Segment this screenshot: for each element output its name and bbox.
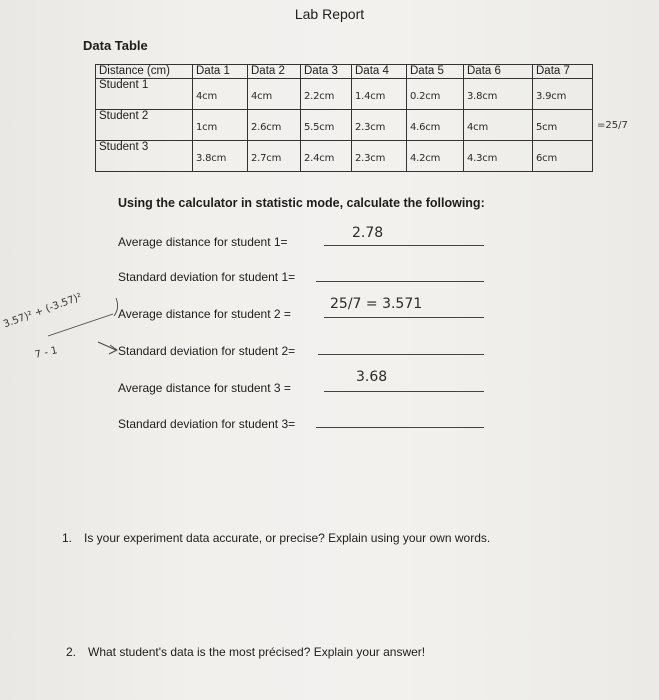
table-cell	[352, 79, 407, 110]
table-cell	[464, 79, 533, 110]
table-header-cell: Data 6	[464, 65, 533, 79]
handwritten-value: 1.4cm	[355, 91, 386, 102]
table-cell	[301, 79, 352, 110]
table-header-cell: Data 3	[301, 65, 352, 79]
question-label: Average distance for student 2 =	[118, 307, 291, 321]
section-label: Data Table	[83, 38, 148, 53]
table-cell	[352, 141, 407, 172]
table-header-cell: Distance (cm)	[96, 65, 193, 79]
answer-line	[316, 427, 484, 428]
table-cell	[248, 79, 301, 110]
handwritten-value: 5.5cm	[304, 122, 335, 133]
answer-line	[324, 245, 484, 246]
table-cell	[464, 110, 533, 141]
table-row	[96, 79, 593, 110]
table-cell	[464, 141, 533, 172]
table-header-cell: Data 4	[352, 65, 407, 79]
table-cell	[407, 141, 464, 172]
table-cell	[533, 110, 593, 141]
question-label: Standard deviation for student 3=	[118, 417, 296, 431]
table-cell	[193, 79, 248, 110]
handwritten-answer: 25/7 = 3.571	[330, 296, 423, 312]
row-label: Student 3	[96, 141, 193, 172]
essay-question-number: 2.	[66, 645, 77, 659]
handwritten-value: 2.3cm	[355, 122, 386, 133]
handwritten-value: 2.4cm	[304, 153, 335, 164]
table-cell	[248, 141, 301, 172]
handwritten-value: 4cm	[467, 122, 489, 133]
handwritten-value: 4.2cm	[410, 153, 441, 164]
answer-line	[318, 354, 484, 355]
table-cell	[407, 110, 464, 141]
margin-arrow-scribble	[28, 290, 123, 360]
table-cell	[533, 79, 593, 110]
answer-line	[324, 391, 484, 392]
table-row	[96, 110, 593, 141]
handwritten-value: 4.6cm	[410, 122, 441, 133]
handwritten-answer: 2.78	[352, 225, 384, 241]
table-cell	[301, 141, 352, 172]
handwritten-value: 4cm	[196, 91, 218, 102]
handwritten-answer: 3.68	[356, 369, 388, 385]
handwritten-value: 3.8cm	[196, 153, 227, 164]
table-header-cell: Data 7	[533, 65, 593, 79]
data-table	[95, 64, 593, 172]
table-cell	[248, 110, 301, 141]
handwritten-value: 5cm	[536, 122, 558, 133]
handwritten-value: 3.9cm	[536, 91, 567, 102]
handwritten-value: 6cm	[536, 153, 558, 164]
question-label: Standard deviation for student 1=	[118, 270, 296, 284]
handwritten-value: 4.3cm	[467, 153, 498, 164]
question-label: Average distance for student 3 =	[118, 381, 291, 395]
table-header-cell: Data 5	[407, 65, 464, 79]
table-cell	[533, 141, 593, 172]
answer-line	[324, 317, 484, 318]
table-header-cell: Data 1	[193, 65, 248, 79]
instructions-text: Using the calculator in statistic mode, calculate the following:	[118, 196, 485, 210]
table-header-cell: Data 2	[248, 65, 301, 79]
answer-line	[316, 281, 484, 282]
table-header-row	[96, 65, 593, 79]
handwritten-value: 4cm	[251, 91, 273, 102]
table-cell	[193, 110, 248, 141]
handwritten-value: 2.3cm	[355, 153, 386, 164]
handwritten-value: 1cm	[196, 122, 218, 133]
essay-question-text: Is your experiment data accurate, or precise? Explain using your own words.	[84, 531, 491, 545]
row-label: Student 1	[96, 79, 193, 110]
question-label: Average distance for student 1=	[118, 235, 288, 249]
table-row	[96, 141, 593, 172]
margin-formula-denominator: 7 - 1	[34, 345, 59, 361]
essay-question-number: 1.	[62, 531, 73, 545]
row-label: Student 2	[96, 110, 193, 141]
table-cell	[301, 110, 352, 141]
table-cell	[193, 141, 248, 172]
essay-question-text: What student's data is the most précised? Explain your answer!	[88, 645, 426, 659]
question-label: Standard deviation for student 2=	[118, 344, 296, 358]
handwritten-value: 2.2cm	[304, 91, 335, 102]
handwritten-value: 0.2cm	[410, 91, 441, 102]
margin-formula: 3.57)² + (-3.57)²	[2, 291, 84, 331]
handwritten-value: 3.8cm	[467, 91, 498, 102]
table-cell	[352, 110, 407, 141]
page-title: Lab Report	[294, 6, 365, 22]
handwritten-value: 2.7cm	[251, 153, 282, 164]
table-cell	[407, 79, 464, 110]
handwritten-value: 2.6cm	[251, 122, 282, 133]
table-side-note: =25/7	[597, 120, 628, 131]
